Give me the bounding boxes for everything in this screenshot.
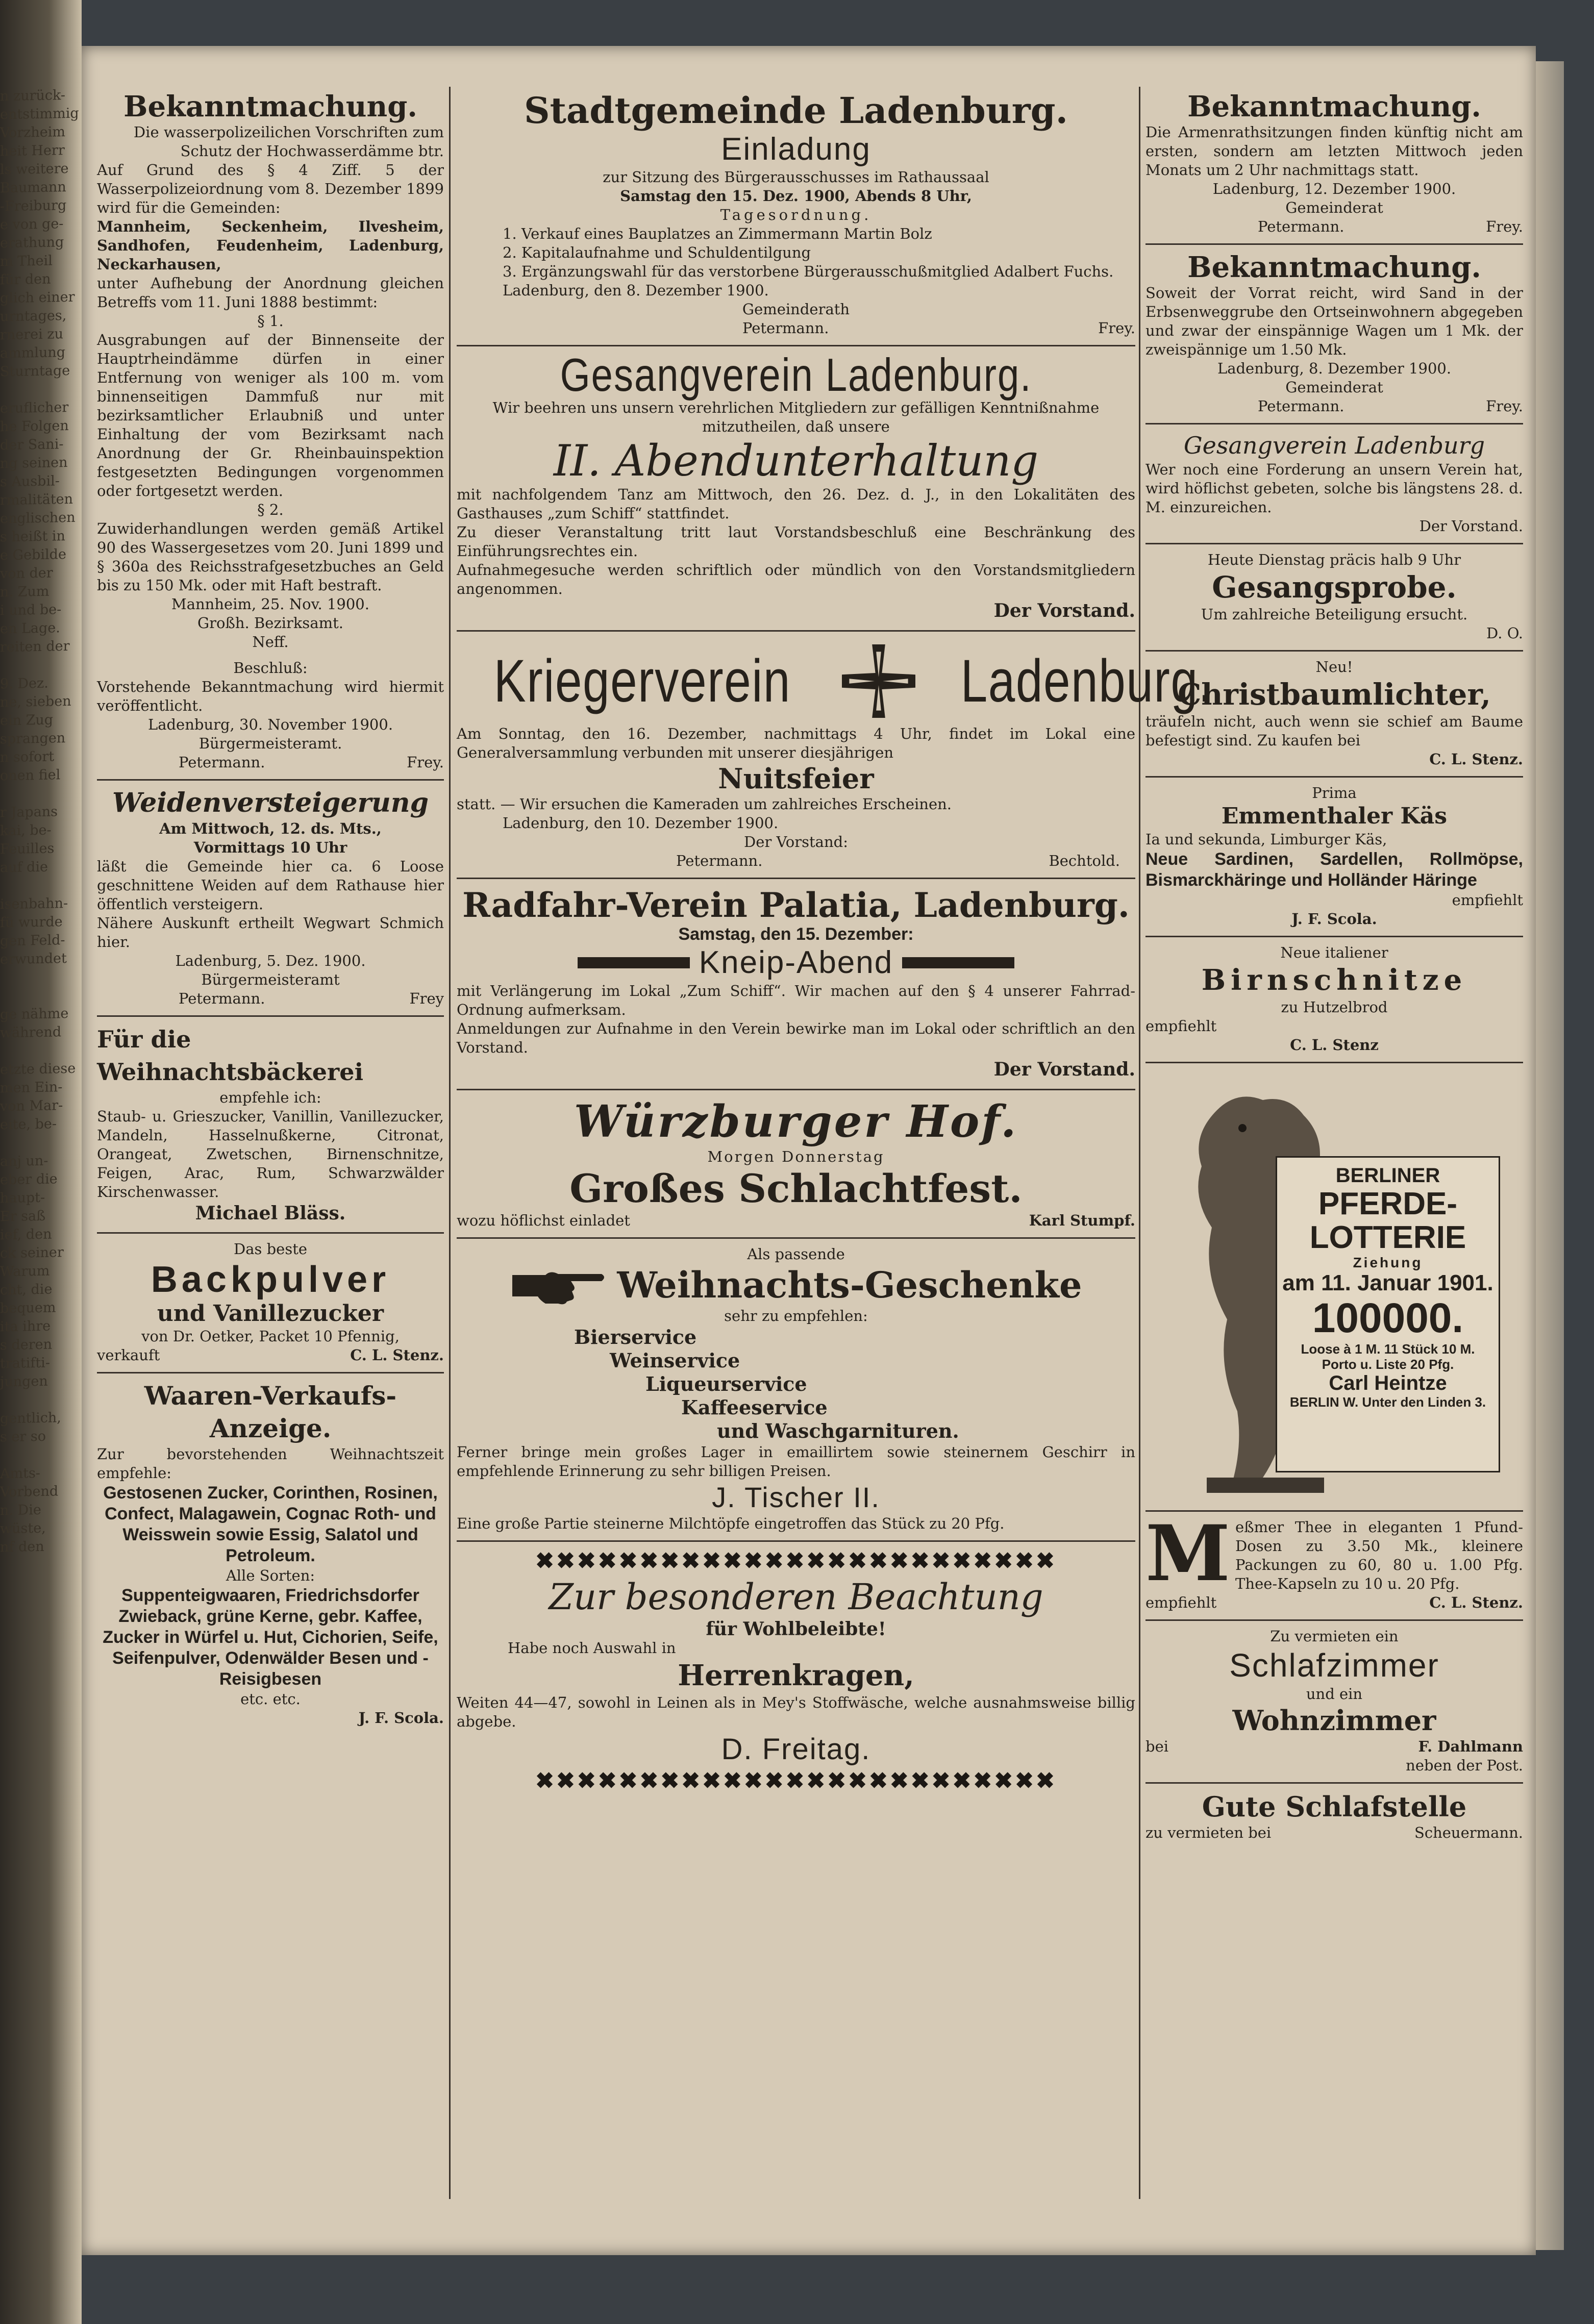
prev-page-line: etzte diese — [0, 1060, 76, 1078]
prev-page-line: der Sani- — [0, 436, 64, 454]
ad-text: Heute Dienstag präcis halb 9 Uhr — [1207, 551, 1461, 568]
signature: C. L. Stenz. — [1429, 1594, 1523, 1611]
ad-text: Am Sonntag, den 16. Dezember, nachmittags 4 Uhr, findet im Lokal eine Generalversammlung verbunden mit unserer diesjährigen — [457, 725, 1135, 761]
ad-rec: empfiehlt — [1145, 1017, 1217, 1035]
ad-intro: Zur bevorstehenden Weihnachtszeit empfehle: — [97, 1445, 444, 1482]
ad-text: statt. — Wir ersuchen die Kameraden um zahlreiches Erscheinen. — [457, 795, 952, 813]
prev-page-line: s deren — [0, 1336, 52, 1354]
ad-pre: Zu vermieten ein — [1270, 1628, 1399, 1645]
ad-rec: empfiehlt — [1145, 1594, 1217, 1611]
product-item: und Waschgarnituren. — [717, 1419, 959, 1442]
ad-pre: Neue italiener — [1280, 944, 1388, 961]
ad-text: Eine große Partie steinerne Milchtöpfe eingetroffen das Stück zu 20 Pfg. — [457, 1515, 1005, 1532]
ad-rec: empfiehlt — [1452, 891, 1523, 909]
prev-page-line: n. Zum — [0, 583, 49, 601]
ad-text: Aufnahmegesuche werden schriftlich oder mündlich von den Vorstandsmitgliedern angenommen. — [457, 561, 1135, 597]
ad-pre: Neu! — [1315, 658, 1353, 676]
prev-page-line: -Freiburg — [0, 197, 67, 215]
page-edge — [1536, 61, 1564, 2250]
prev-page-line: entstimmig — [0, 105, 79, 123]
ad-title: Gute Schlafstelle — [1202, 1790, 1467, 1823]
prev-page-line: englischen — [0, 509, 76, 527]
ad-title: Bekanntmachung. — [1187, 90, 1481, 123]
product-item: Weinservice — [610, 1349, 740, 1372]
ad-by: bei — [1145, 1738, 1169, 1755]
ad-intro: empfehle ich: — [219, 1089, 321, 1106]
prev-page-line: Amts- — [0, 1465, 40, 1482]
prev-page-line: eber die — [0, 1171, 58, 1188]
signature: Scheuermann. — [1414, 1824, 1523, 1841]
ad-intro: Wir beehren uns unsern verehrlichen Mitgliedern zur gefälligen Kenntnißnahme mitzutheilen, daß unsere — [492, 399, 1100, 435]
prev-page-line — [0, 1041, 77, 1061]
prev-page-line: onen fiel — [0, 767, 61, 784]
ad-title: Gesangsprobe. — [1212, 570, 1457, 605]
poster-line: BERLINER — [1335, 1164, 1440, 1187]
signature: Frey. — [1098, 319, 1135, 337]
product-item: Liqueurservice — [645, 1372, 807, 1395]
event-title: Kneip-Abend — [699, 945, 893, 980]
prev-page-line: ita ihre — [0, 1318, 51, 1335]
prev-page-line: s er so — [0, 1428, 46, 1445]
ad-text: Weiten 44—47, sowohl in Leinen als in Mey's Stoffwäsche, welche ausnahmsweise billig abgebe. — [457, 1694, 1135, 1730]
ad-text: Ferner bringe mein großes Lager in emaillirtem sowie steinernem Geschirr in empfehlende Erinnerung zu sehr billigen Preisen. — [457, 1443, 1135, 1480]
ad-bekanntmachung-sand — [1145, 245, 1523, 424]
prev-page-line: haupt- — [0, 1189, 45, 1207]
place-date: Ladenburg, 5. Dez. 1900. — [175, 952, 366, 969]
signature: Frey — [409, 990, 444, 1007]
ad-title: Schlafzimmer — [1229, 1647, 1439, 1684]
poster-address: BERLIN W. Unter den Linden 3. — [1289, 1394, 1486, 1410]
ad-paragraph: unter Aufhebung der Anordnung gleichen Betreffs vom 11. Juni 1888 bestimmt: — [97, 274, 444, 311]
column-left — [97, 84, 444, 2202]
ad-text: Um zahlreiche Beteiligung ersucht. — [1201, 606, 1468, 623]
prev-page-line: Vorzheim — [0, 124, 66, 141]
prev-page-line: Vorbend — [0, 1483, 59, 1501]
signature-address: neben der Post. — [1406, 1757, 1523, 1774]
signature: Petermann. — [742, 319, 829, 337]
poster-line: Ziehung — [1353, 1255, 1423, 1270]
ad-text: läßt die Gemeinde hier ca. 6 Loose geschnittene Weiden auf dem Rathause hier öffentlich versteigern. — [97, 858, 444, 913]
prev-page-line: anj un- — [0, 1153, 48, 1170]
ad-text: mit Verlängerung im Lokal „Zum Schiff“. Wir machen auf den § 4 unserer Fahrrad-Ordnung aufmerksam. — [457, 982, 1135, 1018]
ad-title: Weidenversteigerung — [112, 787, 429, 818]
signature: D. O. — [1486, 624, 1523, 642]
agenda-title: Tagesordnung. — [720, 206, 872, 223]
ad-text: träufeln nicht, auch wenn sie schief am Baume befestigt sind. Zu kaufen bei — [1145, 713, 1523, 749]
ad-title: Gesangverein Ladenburg. — [560, 349, 1032, 402]
signature: J. Tischer II. — [712, 1481, 880, 1513]
place-date: Ladenburg, den 10. Dezember 1900. — [503, 814, 779, 832]
ad-emmenthaler — [1145, 778, 1523, 937]
prev-page-line: n. Die — [0, 1502, 41, 1519]
prev-page-line: heit Herr — [0, 142, 65, 160]
signature: Der Vorstand. — [993, 1059, 1135, 1080]
prev-page-line — [0, 986, 77, 1006]
prev-page-line: ief, den — [0, 1226, 52, 1243]
ad-sorts: Alle Sorten: — [226, 1567, 315, 1584]
prev-page-line: eruflicher — [0, 399, 69, 417]
prev-page-line: nf den — [0, 1538, 44, 1556]
office: Gemeinderat — [1285, 199, 1383, 216]
signature: Petermann. — [179, 754, 265, 771]
ad-title-right: Ladenburg. — [960, 647, 1213, 715]
ad-schlafzimmer — [1145, 1621, 1523, 1784]
section-text: Zuwiderhandlungen werden gemäß Artikel 90 des Wassergesetzes vom 20. Juni 1899 und § 360a des Reichsstrafgesetzbuches an Geld bis zu 150 Mk. oder mit Haft bestraft. — [97, 520, 444, 594]
ad-besondere-beachtung — [457, 1542, 1135, 1801]
signature: C. L. Stenz — [1290, 1036, 1379, 1054]
ad-kriegerverein — [457, 632, 1213, 879]
place-date: Ladenburg, 12. Dezember 1900. — [1212, 180, 1456, 197]
ad-title: Für die Weihnachtsbäckerei — [97, 1026, 364, 1086]
prev-page-line: n zurück- — [0, 87, 66, 105]
prev-page-line: auf die — [0, 859, 48, 876]
prev-page-line: m Theil — [0, 253, 53, 270]
ad-text: eßmer Thee in eleganten 1 Pfund-Dosen zu 3.50 Mk., kleinere Packungen zu 60, 80 u. 1.00 Pfg. Thee-Kapseln zu 10 u. 20 Pfg. — [1235, 1518, 1523, 1592]
prev-page-line — [0, 968, 77, 988]
ad-sold: verkauft — [97, 1346, 160, 1364]
ad-text: Soweit der Vorrat reicht, wird Sand in der Erbsenweggrube den Ortseinwohnern abgegeben und zwar der einspännige Wagen um 1 Mk. der zweispännige um 1.50 Mk. — [1145, 284, 1523, 358]
prev-page-line: kai, be- — [0, 822, 52, 839]
prev-page-line: he Folgen — [0, 417, 69, 435]
ad-schlafstelle — [1145, 1784, 1523, 1850]
ad-waaren-verkauf — [97, 1373, 444, 1735]
column-rule — [1139, 87, 1140, 2199]
lottery-poster — [1276, 1156, 1500, 1472]
signature: C. L. Stenz. — [350, 1346, 444, 1364]
signature: Petermann. — [179, 990, 265, 1007]
column-right — [1145, 84, 1523, 2202]
prev-page-line: ammlung — [0, 344, 65, 362]
ad-subtitle: und Vanillezucker — [157, 1301, 384, 1327]
ad-text: mit nachfolgendem Tanz am Mittwoch, den 26. Dez. d. J., in den Lokalitäten des Gasthauses „zum Schiff“ stattfindet. — [457, 486, 1135, 522]
section-number: § 1. — [257, 312, 284, 330]
ad-title: Emmenthaler Käs — [1221, 803, 1448, 829]
prev-page-line: rmalitäten — [0, 491, 73, 509]
prev-page-line — [0, 1390, 77, 1410]
prev-page-line: während — [0, 1024, 62, 1041]
poster-date: am 11. Januar 1901. — [1282, 1270, 1493, 1295]
prev-page-line: rnerei zu — [0, 326, 63, 343]
ad-weihnachtsbaeckerei — [97, 1017, 444, 1234]
office: Bürgermeisteramt. — [198, 735, 342, 752]
signature: Frey. — [407, 754, 444, 771]
ad-pre: Prima — [1312, 784, 1357, 802]
prev-page-line: glich einer — [0, 289, 75, 307]
place-date: Ladenburg, 30. November 1900. — [147, 716, 393, 733]
prev-page-line — [0, 784, 77, 804]
section-number: § 2. — [257, 501, 284, 518]
ad-sub: zu Hutzelbrod — [1281, 998, 1388, 1016]
prev-page-line: s heißt in — [0, 528, 65, 545]
agenda-item: 3. Ergänzungswahl für das verstorbene Bürgerausschußmitglied Adalbert Fuchs. — [503, 263, 1114, 280]
place-date: Ladenburg, den 8. Dezember 1900. — [503, 282, 769, 299]
decorative-bar — [902, 957, 1014, 968]
prev-page-line: bequem — [0, 1300, 56, 1317]
lottery-illustration — [1156, 1080, 1513, 1498]
ad-paragraph: Auf Grund des § 4 Ziff. 5 der Wasserpolizeiordnung vom 8. Dezember 1899 wird für die Gemeinden: — [97, 161, 444, 216]
prev-page-line: en Lage. — [0, 620, 60, 637]
ad-pre: Als passende — [747, 1245, 845, 1263]
agenda-item: 2. Kapitalaufnahme und Schuldentilgung — [503, 244, 811, 261]
prev-page-line: ls weitere — [0, 160, 69, 178]
ad-date: Samstag, den 15. Dezember: — [678, 924, 914, 944]
poster-line: Porto u. Liste 20 Pfg. — [1322, 1357, 1454, 1372]
signature: Der Vorstand. — [993, 600, 1135, 621]
prev-page-line: urntages, — [0, 308, 67, 325]
prev-page-line: von Mar- — [0, 1097, 63, 1115]
ad-bekanntmachung-wasserpolizei — [97, 84, 444, 781]
prev-page-line: e von ge- — [0, 216, 64, 233]
section-text: Ausgrabungen auf der Binnenseite der Hauptrheindämme dürfen in einer Entfernung von weniger als 100 m. vom binnenseitigen Dammfuß nur mit bezirksamtlicher Erlaubniß und unter Einhaltung der vom Bezirksamt nach Anordnung der Gr. Rheinbauinspektion festgesetzten Bedingungen vorgenommen oder fortgesetzt werden. — [97, 331, 444, 499]
office: Großh. Bezirksamt. — [197, 614, 343, 632]
ad-birnschnitze — [1145, 937, 1523, 1063]
resolution-text: Vorstehende Bekanntmachung wird hiermit veröffentlicht. — [97, 678, 444, 714]
ad-pre: Das beste — [233, 1240, 308, 1258]
signature: J. F. Scola. — [358, 1709, 444, 1727]
ad-date: Am Mittwoch, 12. ds. Mts., — [159, 820, 382, 837]
prev-page-line: i und be- — [0, 602, 62, 619]
poster-title: PFERDE-LOTTERIE — [1309, 1186, 1466, 1255]
ad-text: Staub- u. Grieszucker, Vanillin, Vanillezucker, Mandeln, Hasselnußkerne, Citronat, Orangeat, Zwetschen, Birnenschnitze, Feigen, Arac, Rum, Schwarzwälder Kirschenwasser. — [97, 1108, 444, 1201]
ad-gesangverein-forderung — [1145, 424, 1523, 544]
prev-page-line: tratifti- — [0, 1355, 50, 1372]
ad-pferde-lotterie — [1145, 1063, 1523, 1512]
decorative-cross-row: ✖✖✖✖✖✖✖✖✖✖✖✖✖✖✖✖✖✖✖✖✖✖✖✖✖ — [535, 1768, 1057, 1793]
prev-page-line: gentlich, — [0, 1410, 61, 1427]
ad-intro: Habe noch Auswahl in — [508, 1639, 676, 1657]
signature: Bechtold. — [1049, 852, 1120, 869]
ad-text: Anmeldungen zur Aufnahme in den Verein bewirke man im Lokal oder schriftlich an den Vorstand. — [457, 1020, 1135, 1056]
ad-radfahr-verein — [457, 879, 1135, 1090]
signature: D. Freitag. — [721, 1733, 871, 1766]
prev-page-line: e Gebilde — [0, 546, 66, 564]
prev-page-line: Baumann — [0, 179, 66, 196]
ad-text: Ia und sekunda, Limburger Käs, — [1145, 831, 1387, 848]
ad-sub: sehr zu empfehlen: — [724, 1307, 868, 1325]
office: Gemeinderath — [742, 301, 850, 318]
signature: Petermann. — [676, 852, 763, 869]
ad-backpulver — [97, 1234, 444, 1373]
ad-title: Zur besonderen Beachtung — [549, 1576, 1043, 1618]
prev-page-line: erathung — [0, 234, 64, 252]
product-title: Herrenkragen, — [678, 1659, 914, 1692]
signature: Frey. — [1486, 397, 1523, 415]
event-title: Großes Schlachtfest. — [569, 1166, 1023, 1211]
prev-page-line — [0, 1133, 77, 1153]
ad-title: Würzburger Hof. — [574, 1096, 1018, 1147]
ad-title-left: Kriegerverein — [493, 647, 791, 715]
ad-text: Die Armenrathsitzungen finden künftig nicht am ersten, sondern am letzten Mittwoch jeden Monats um 2 Uhr nachmittags statt. — [1145, 123, 1523, 179]
signature: Neff. — [252, 633, 289, 651]
ad-text: Nähere Auskunft ertheilt Wegwart Schmich hier. — [97, 914, 444, 951]
ad-time: Vormittags 10 Uhr — [193, 839, 347, 856]
office: Gemeinderat — [1285, 379, 1383, 396]
event-title: II. Abendunterhaltung — [553, 436, 1039, 486]
prev-page-line: wüste, — [0, 1520, 46, 1537]
pointing-hand-icon — [510, 1265, 607, 1306]
prev-page-line — [0, 1445, 77, 1465]
prev-page-line — [0, 876, 77, 896]
board: Der Vorstand: — [744, 833, 848, 851]
drop-cap: M — [1145, 1509, 1231, 1598]
ad-title: Bekanntmachung. — [123, 90, 417, 123]
ad-gesangverein-abend — [457, 346, 1135, 632]
place-date: Mannheim, 25. Nov. 1900. — [171, 595, 369, 613]
ad-title-2: Wohnzimmer — [1232, 1704, 1436, 1737]
ad-title: Waaren-Verkaufs-Anzeige. — [144, 1381, 397, 1443]
signature: Petermann. — [1258, 397, 1344, 415]
prev-page-line: men Ein- — [0, 1079, 63, 1096]
ad-bekanntmachung-armenrath — [1145, 84, 1523, 245]
signature: Frey. — [1486, 218, 1523, 235]
prev-page-line: erwundet — [0, 951, 67, 968]
prev-page-line: 9. Dez. — [0, 675, 48, 692]
signature: C. L. Stenz. — [1429, 751, 1523, 768]
prev-page-line: jungen — [0, 1373, 48, 1390]
prev-page-line: für den — [0, 271, 51, 288]
prev-page-line: ck seiner — [0, 1244, 64, 1262]
product-list: Gestosenen Zucker, Corinthen, Rosinen, Confect, Malagawein, Cognac Roth- und Weisswein sowie Essig, Salatol und Petroleum. — [103, 1483, 438, 1565]
resolution-title: Beschluß: — [233, 659, 308, 677]
prev-page-line — [0, 656, 77, 676]
ad-subtitle: Einladung — [721, 132, 871, 167]
ad-text: Zu dieser Veranstaltung tritt laut Vorstandsbeschluß eine Beschränkung des Einführungsrechtes ein. — [457, 523, 1135, 560]
ad-title: Stadtgemeinde Ladenburg. — [524, 89, 1068, 132]
ad-title: Gesangverein Ladenburg — [1183, 432, 1485, 459]
ad-christbaumlichter — [1145, 652, 1523, 778]
signature: Karl Stumpf. — [1029, 1212, 1135, 1229]
prev-page-line: ne, sieben — [0, 693, 71, 711]
prev-page-line: s Ausbil- — [0, 473, 60, 490]
product-list: Suppenteigwaaren, Friedrichsdorfer Zwieback, grüne Kerne, gebr. Kaffee, Zucker in Würfel u. Hut, Cichorien, Seife, Seifenpulver, Odenwälder Besen und -Reisigbesen — [103, 1586, 438, 1689]
ad-weihnachts-geschenke — [457, 1239, 1135, 1542]
ad-sub: für Wohlbeleibte! — [706, 1618, 886, 1640]
ad-title: Backpulver — [151, 1259, 390, 1300]
ad-title: Christbaumlichter, — [1178, 677, 1491, 712]
ad-weidenversteigerung — [97, 781, 444, 1017]
ad-title: Bekanntmachung. — [1187, 251, 1481, 284]
prev-page-line: n sofort — [0, 748, 55, 766]
office: Bürgermeisteramt — [201, 971, 340, 988]
decorative-cross-row: ✖✖✖✖✖✖✖✖✖✖✖✖✖✖✖✖✖✖✖✖✖✖✖✖✖ — [535, 1548, 1057, 1573]
prev-page-line: Feuilles — [0, 840, 55, 858]
ad-invite: wozu höflichst einladet — [457, 1212, 630, 1229]
newspaper-page — [82, 46, 1536, 2255]
prev-page-line: isenbahn- — [0, 895, 68, 913]
ad-text: zu vermieten bei — [1145, 1824, 1272, 1841]
prev-page-line: fü wurde — [0, 914, 63, 931]
product-item: Bierservice — [574, 1326, 697, 1348]
ad-date: Samstag den 15. Dez. 1900, Abends 8 Uhr, — [620, 187, 972, 205]
ad-stadtgemeinde — [457, 84, 1135, 346]
signature: J. F. Scola. — [1291, 910, 1377, 928]
column-rule — [449, 87, 451, 2199]
prev-page-line: ng seinen — [0, 454, 68, 472]
signature: F. Dahlmann — [1418, 1738, 1523, 1755]
ad-text: Wer noch eine Forderung an unsern Verein hat, wird höflichst gebeten, solche bis längstens 28. d. M. einzureichen. — [1145, 461, 1523, 516]
book-binding — [0, 0, 82, 2324]
product-item: Kaffeeservice — [681, 1396, 828, 1419]
ad-gesangsprobe — [1145, 544, 1523, 652]
prev-page-line: r Japans — [0, 804, 58, 821]
prev-page-line: reiten der — [0, 638, 70, 656]
ad-etc: etc. etc. — [240, 1690, 301, 1708]
ad-pre: Morgen Donnerstag — [707, 1148, 885, 1165]
poster-prize: 100000. — [1312, 1295, 1464, 1341]
ad-intro: Die wasserpolizeilichen Vorschriften zum Schutz der Hochwasserdämme btr. — [133, 123, 444, 160]
decorative-bar — [578, 957, 690, 968]
previous-page-fragments — [0, 86, 77, 1557]
product-list: Neue Sardinen, Sardellen, Rollmöpse, Bismarckhäringe und Holländer Häringe — [1145, 849, 1523, 890]
ad-title: Radfahr-Verein Palatia, Ladenburg. — [462, 885, 1130, 925]
prev-page-line: Er saß — [0, 1208, 46, 1225]
prev-page-line: Warum — [0, 1263, 50, 1280]
prev-page-line: eite, be- — [0, 1116, 57, 1133]
prev-page-line: cht, die — [0, 1281, 53, 1298]
prev-page-line: Sturntage — [0, 362, 70, 380]
ad-title: Weihnachts-Geschenke — [617, 1264, 1082, 1306]
prev-page-line: gen Feld- — [0, 932, 65, 949]
agenda-item: 1. Verkauf eines Bauplatzes an Zimmermann Martin Bolz — [503, 225, 932, 242]
ad-messmer-thee — [1145, 1509, 1523, 1621]
prev-page-line: ein Zug — [0, 712, 54, 729]
event-title: Nuitsfeier — [718, 762, 874, 795]
poster-seller: Carl Heintze — [1329, 1372, 1447, 1394]
prev-page-line: sprangen — [0, 730, 66, 747]
ad-intro: zur Sitzung des Bürgerausschusses im Rathaussaal — [603, 168, 989, 186]
prev-page-line — [0, 380, 77, 400]
signature: Petermann. — [1258, 218, 1344, 235]
ad-title: Birnschnitze — [1201, 963, 1467, 997]
ad-text: von Dr. Oetker, Packet 10 Pfennig, — [141, 1328, 400, 1345]
signature: Der Vorstand. — [1419, 517, 1523, 535]
iron-cross-icon — [838, 640, 919, 722]
prev-page-line: von der — [0, 565, 53, 582]
ad-places: Mannheim, Seckenheim, Ilvesheim, Sandhofen, Feudenheim, Ladenburg, Neckarhausen, — [97, 218, 444, 273]
prev-page-line: ge nähme — [0, 1005, 69, 1023]
poster-line: Loose à 1 M. 11 Stück 10 M. — [1301, 1341, 1475, 1357]
signature: Michael Bläss. — [195, 1203, 346, 1224]
place-date: Ladenburg, 8. Dezember 1900. — [1217, 360, 1452, 377]
ad-wuerzburger-hof — [457, 1090, 1135, 1239]
ad-sub: und ein — [1306, 1685, 1363, 1703]
